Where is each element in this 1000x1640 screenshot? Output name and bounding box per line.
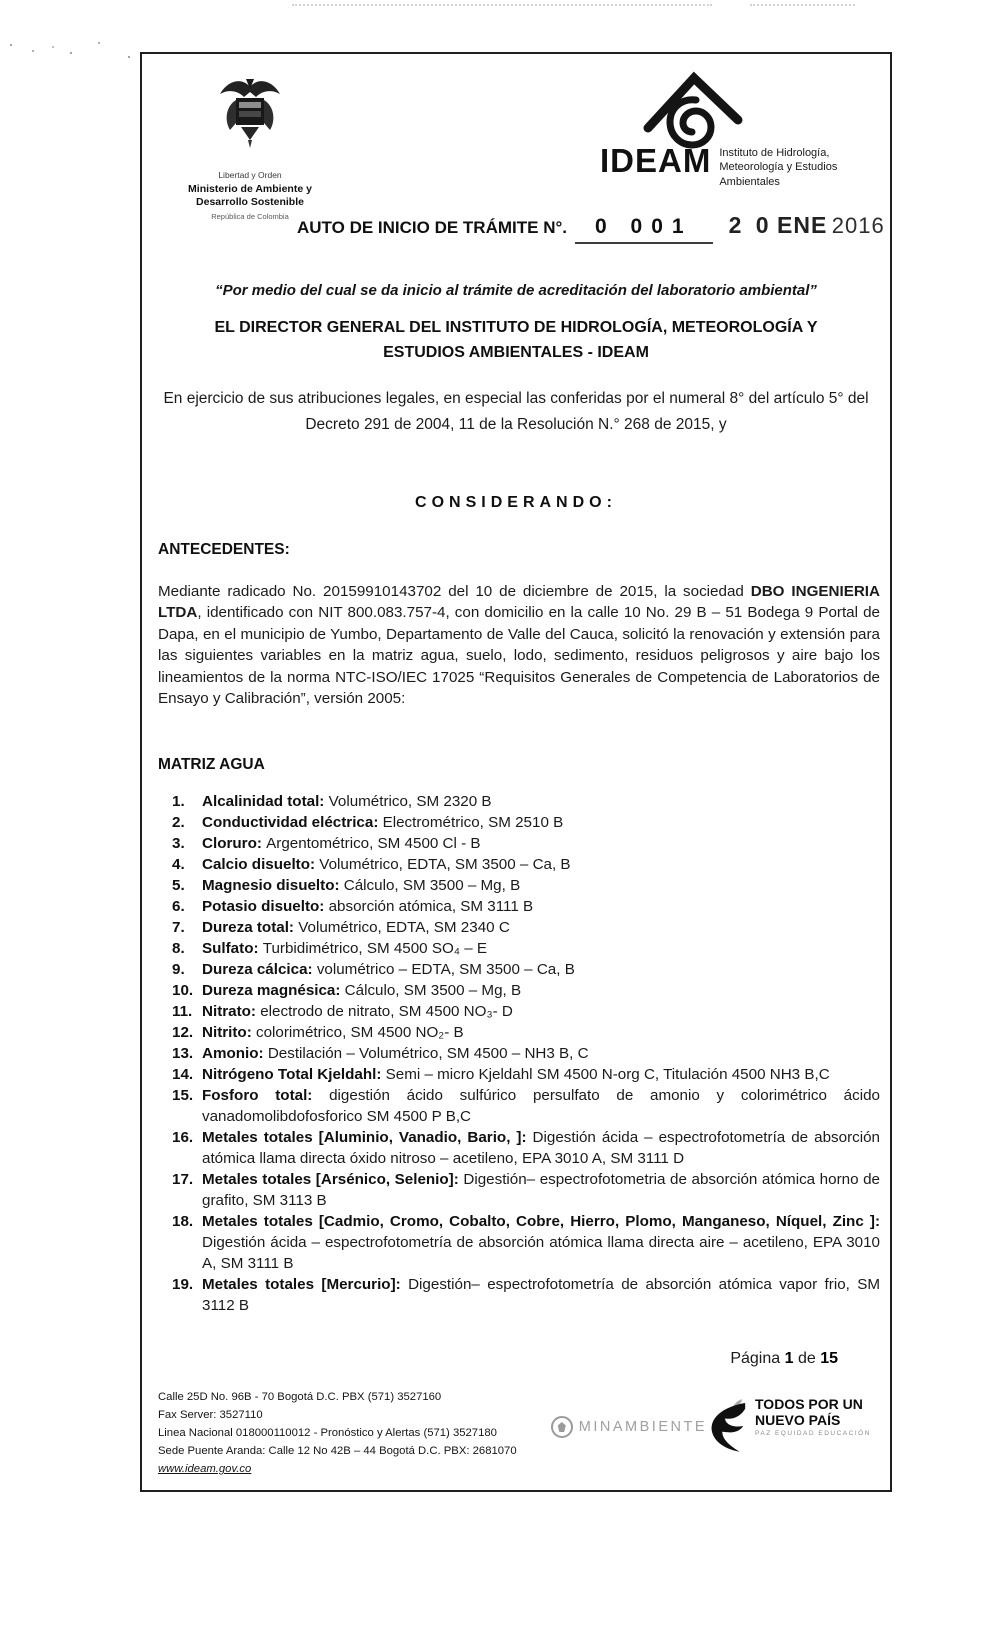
item-label: Dureza magnésica: bbox=[202, 982, 345, 999]
item-number: 1. bbox=[172, 793, 185, 810]
item-number: 2. bbox=[172, 814, 185, 831]
page-total: 15 bbox=[820, 1350, 838, 1367]
item-label: Cloruro: bbox=[202, 835, 267, 852]
scan-artifact-dots bbox=[292, 4, 712, 6]
website-url: www.ideam.gov.co bbox=[158, 1463, 252, 1476]
item-label: Dureza cálcica: bbox=[202, 961, 317, 978]
antecedentes-paragraph bbox=[158, 581, 880, 709]
matriz-item bbox=[158, 1085, 880, 1127]
title-row bbox=[142, 212, 890, 244]
item-method: Semi – micro Kjeldahl SM 4500 N-org C, Titulación 4500 NH3 B,C bbox=[385, 1066, 830, 1083]
matriz-item bbox=[158, 1127, 880, 1169]
item-method: electrodo de nitrato, SM 4500 NO₃- D bbox=[260, 1003, 513, 1020]
preamble bbox=[152, 386, 880, 439]
scan-artifact-specks bbox=[10, 44, 12, 46]
matriz-item bbox=[158, 917, 880, 938]
item-label: Amonio: bbox=[202, 1045, 268, 1062]
document-footer bbox=[158, 1388, 876, 1478]
matriz-item bbox=[158, 938, 880, 959]
minambiente-label: MINAMBIENTE bbox=[578, 1419, 707, 1435]
campaign-text bbox=[755, 1396, 871, 1437]
item-number: 15. bbox=[172, 1087, 194, 1104]
page-indicator bbox=[730, 1350, 838, 1368]
item-method: Digestión ácida – espectrofotometría de absorción atómica llama directa aire – acetileno, EPA 3010 A, SM 3111 B bbox=[202, 1234, 880, 1272]
item-method: volumétrico – EDTA, SM 3500 – Ca, B bbox=[316, 961, 575, 978]
item-label: Calcio disuelto: bbox=[202, 856, 320, 873]
item-label: Alcalinidad total: bbox=[202, 793, 329, 810]
item-label: Nitrato: bbox=[202, 1003, 261, 1020]
item-label: Potasio disuelto: bbox=[202, 898, 329, 915]
contact-line: Sede Puente Aranda: Calle 12 No 42B – 44 Bogotá D.C. PBX: 2681070 bbox=[158, 1445, 517, 1458]
item-number: 8. bbox=[172, 940, 185, 957]
page-current: 1 bbox=[784, 1350, 794, 1367]
authority-heading: EL DIRECTOR GENERAL DEL INSTITUTO DE HIDROLOGÍA, METEOROLOGÍA Y ESTUDIOS AMBIENTALES - IDEAM bbox=[214, 319, 818, 361]
item-label: Metales totales [Mercurio]: bbox=[202, 1276, 409, 1293]
matriz-agua-heading: MATRIZ AGUA bbox=[158, 756, 265, 773]
item-number: 18. bbox=[172, 1213, 194, 1230]
document-title: AUTO DE INICIO DE TRÁMITE N°. bbox=[297, 218, 567, 237]
considerando-heading: CONSIDERANDO: bbox=[415, 494, 617, 511]
item-number: 10. bbox=[172, 982, 194, 999]
paragraph-segment: Mediante radicado No. 20159910143702 del 10 de diciembre de 2015, la sociedad bbox=[158, 583, 751, 600]
item-method: absorción atómica, SM 3111 B bbox=[328, 898, 534, 915]
stamp-month: ENE bbox=[777, 212, 828, 238]
item-number: 12. bbox=[172, 1024, 194, 1041]
matriz-item bbox=[158, 896, 880, 917]
antecedentes-heading: ANTECEDENTES: bbox=[158, 541, 290, 558]
item-number: 4. bbox=[172, 856, 185, 873]
item-label: Sulfato: bbox=[202, 940, 263, 957]
matriz-item bbox=[158, 812, 880, 833]
matriz-item bbox=[158, 791, 880, 812]
item-number: 3. bbox=[172, 835, 185, 852]
ministry-motto: Libertad y Orden bbox=[218, 170, 282, 180]
item-method: Digestión ácida – espectrofotometría de absorción atómica llama directa óxido nitroso – acetileno, EPA 3010 A, SM 3111 D bbox=[202, 1129, 880, 1167]
tramite-number-underline bbox=[575, 215, 713, 244]
item-number: 9. bbox=[172, 961, 185, 978]
item-number: 5. bbox=[172, 877, 185, 894]
item-method: Destilación – Volumétrico, SM 4500 – NH3 B, C bbox=[267, 1045, 589, 1062]
minambiente-emblem-icon bbox=[551, 1416, 573, 1438]
item-label: Conductividad eléctrica: bbox=[202, 814, 383, 831]
matriz-item bbox=[158, 1001, 880, 1022]
ideam-eye-icon bbox=[642, 70, 746, 150]
date-stamp bbox=[728, 212, 885, 238]
item-method: digestión ácido sulfúrico persulfato de amonio y colorimétrico ácido vanadomolibdofosforico SM 4500 P B,C bbox=[202, 1087, 880, 1125]
item-method: Electrométrico, SM 2510 B bbox=[382, 814, 564, 831]
item-method: Volumétrico, SM 2320 B bbox=[328, 793, 492, 810]
paragraph-segment: DBO INGENIERIA LTDA bbox=[158, 583, 880, 622]
tramite-number: 0 001 bbox=[595, 215, 693, 238]
matriz-item bbox=[158, 1022, 880, 1043]
item-method: Cálculo, SM 3500 – Mg, B bbox=[344, 982, 522, 999]
item-label: Nitrito: bbox=[202, 1024, 256, 1041]
ministry-logo-block bbox=[160, 74, 340, 221]
item-number: 6. bbox=[172, 898, 185, 915]
item-method: Digestión– espectrofotometría de absorción atómica vapor frio, SM 3112 B bbox=[202, 1276, 881, 1314]
contact-line: Calle 25D No. 96B - 70 Bogotá D.C. PBX (571) 3527160 bbox=[158, 1391, 442, 1403]
minambiente-logo bbox=[551, 1416, 707, 1438]
ideam-acronym: IDEAM bbox=[600, 142, 712, 179]
preamble-line: En ejercicio de sus atribuciones legales, en especial las conferidas por el numeral 8° del artículo 5° del bbox=[163, 390, 869, 407]
document-page bbox=[140, 52, 892, 1492]
item-label: Nitrógeno Total Kjeldahl: bbox=[202, 1066, 386, 1083]
item-method: Volumétrico, EDTA, SM 3500 – Ca, B bbox=[319, 856, 571, 873]
contact-block bbox=[158, 1388, 551, 1478]
matriz-item bbox=[158, 959, 880, 980]
document-subtitle: “Por medio del cual se da inicio al trámite de acreditación del laboratorio ambiental” bbox=[215, 282, 817, 299]
stamp-day: 2 0 bbox=[728, 212, 773, 238]
matriz-item bbox=[158, 854, 880, 875]
item-number: 17. bbox=[172, 1171, 194, 1188]
matriz-item bbox=[158, 980, 880, 1001]
ministry-name: Ministerio de Ambiente y Desarrollo Sostenible bbox=[188, 183, 312, 209]
paragraph-segment: , identificado con NIT 800.083.757-4, con domicilio en la calle 10 No. 29 B – 51 Bodega 9 Portal de Dapa, en el municipio de Yumbo, Departamento de Valle del Cauca, solicitó la renovación y extensión para las siguientes variables en la matriz agua, suelo, lodo, sedimento, residuos peligrosos y aire bajo los lineamientos de la norma NTC-ISO/IEC 17025 “Requisitos Generales de Competencia de Laboratorios de Ensayo y Calibración”, versión 2005: bbox=[158, 604, 880, 708]
matriz-item bbox=[158, 1211, 880, 1274]
matriz-item bbox=[158, 833, 880, 854]
item-method: colorimétrico, SM 4500 NO₂- B bbox=[256, 1024, 464, 1041]
item-label: Metales totales [Arsénico, Selenio]: bbox=[202, 1171, 464, 1188]
item-number: 11. bbox=[172, 1003, 193, 1020]
matriz-item bbox=[158, 875, 880, 896]
campaign-line2: NUEVO PAÍS bbox=[755, 1412, 841, 1429]
stamp-year: 2016 bbox=[831, 213, 885, 238]
item-number: 13. bbox=[172, 1045, 194, 1062]
item-method: Cálculo, SM 3500 – Mg, B bbox=[343, 877, 521, 894]
item-method: Digestión– espectrofotometria de absorción atómica horno de grafito, SM 3113 B bbox=[202, 1171, 880, 1209]
item-method: Turbidimétrico, SM 4500 SO₄ – E bbox=[262, 940, 488, 957]
matriz-item bbox=[158, 1043, 880, 1064]
ministry-country: República de Colombia bbox=[211, 212, 289, 222]
coat-of-arms-icon bbox=[213, 74, 287, 166]
campaign-line1: TODOS POR UN bbox=[755, 1396, 863, 1412]
item-method: Argentométrico, SM 4500 Cl - B bbox=[266, 835, 481, 852]
page-separator: de bbox=[797, 1350, 816, 1367]
matriz-item bbox=[158, 1169, 880, 1211]
item-number: 16. bbox=[172, 1129, 194, 1146]
item-label: Fosforo total: bbox=[202, 1087, 330, 1104]
matriz-agua-list bbox=[158, 791, 880, 1316]
page-word: Página bbox=[730, 1350, 781, 1367]
matriz-item bbox=[158, 1274, 880, 1316]
item-label: Dureza total: bbox=[202, 919, 299, 936]
item-number: 7. bbox=[172, 919, 185, 936]
item-label: Magnesio disuelto: bbox=[202, 877, 344, 894]
nuevo-pais-logo bbox=[707, 1396, 876, 1454]
nuevo-pais-swoosh-icon bbox=[707, 1396, 749, 1454]
contact-line: Linea Nacional 018000110012 - Pronóstico y Alertas (571) 3527180 bbox=[158, 1427, 497, 1440]
ideam-logo-block bbox=[600, 70, 890, 189]
ideam-tagline: Instituto de Hidrología, Meteorología y Estudios Ambientales bbox=[719, 147, 838, 188]
campaign-subline: PAZ EQUIDAD EDUCACIÓN bbox=[755, 1430, 871, 1438]
item-method: Volumétrico, EDTA, SM 2340 C bbox=[298, 919, 510, 936]
matriz-item bbox=[158, 1064, 880, 1085]
scan-artifact-dots bbox=[750, 4, 855, 6]
item-number: 14. bbox=[172, 1066, 194, 1083]
item-label: Metales totales [Aluminio, Vanadio, Bario, ]: bbox=[202, 1129, 533, 1146]
contact-line: Fax Server: 3527110 bbox=[158, 1409, 263, 1422]
preamble-line: Decreto 291 de 2004, 11 de la Resolución N.° 268 de 2015, y bbox=[305, 416, 727, 434]
item-label: Metales totales [Cadmio, Cromo, Cobalto, Cobre, Hierro, Plomo, Manganeso, Níquel, Zinc ]: bbox=[202, 1213, 880, 1230]
item-number: 19. bbox=[172, 1276, 194, 1293]
